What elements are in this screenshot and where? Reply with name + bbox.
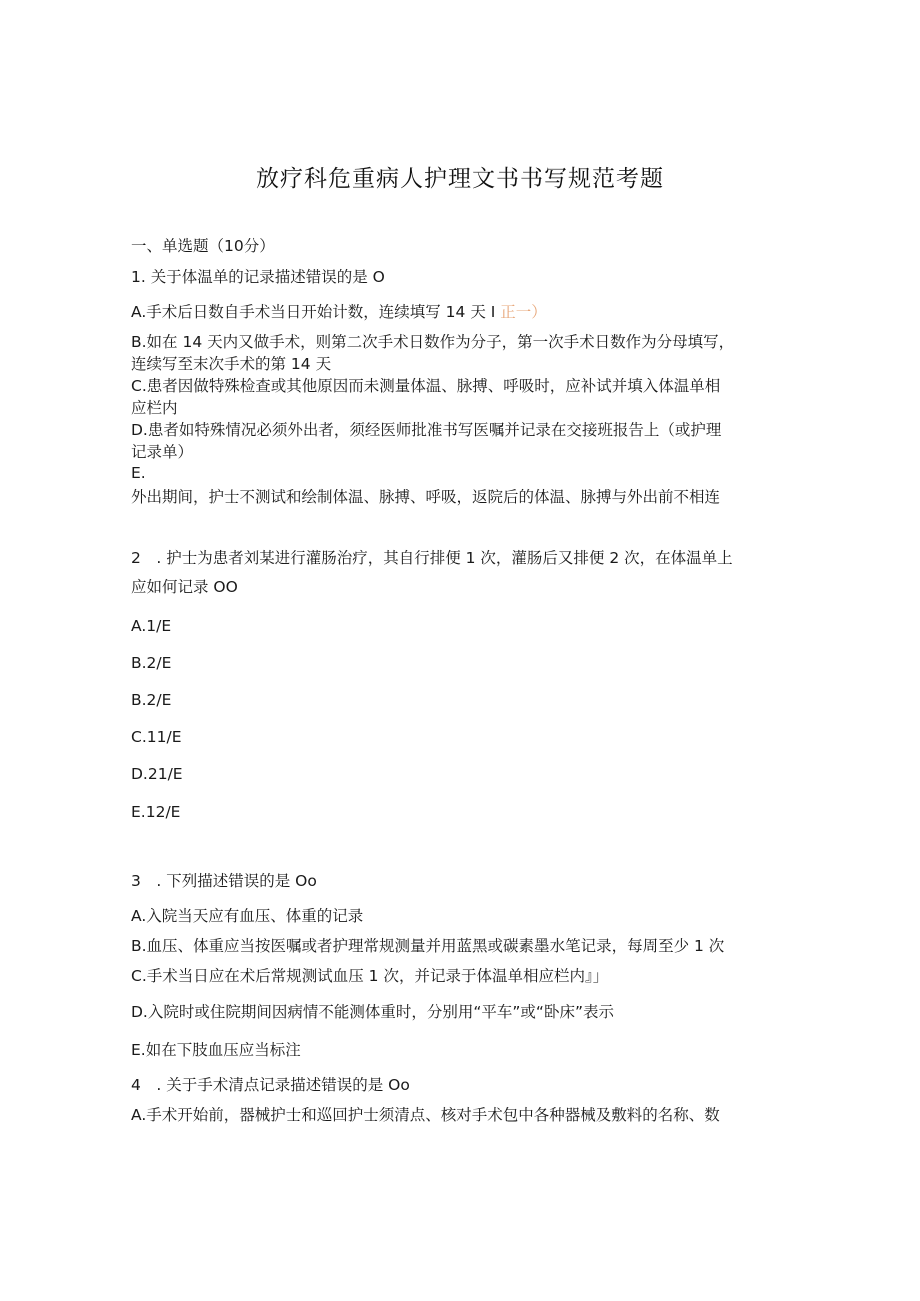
q1-option-e-label: E. xyxy=(131,464,146,482)
q1-option-b-line2: 连续写至末次手术的第 14 天 xyxy=(131,355,332,373)
q3-option-d: D.入院时或住院期间因病情不能测体重时，分别用“平车”或“卧床”表示 xyxy=(131,1003,614,1021)
q2-option: C.11/E xyxy=(131,728,182,746)
q2-option: D.21/E xyxy=(131,765,183,783)
q1-option-c-line1: C.患者因做特殊检查或其他原因而未测量体温、脉搏、呼吸时，应补试并填入体温单相 xyxy=(131,377,721,395)
page-title: 放疗科危重病人护理文书书写规范考题 xyxy=(256,166,664,192)
q4-stem: 4 . 关于手术清点记录描述错误的是 Oo xyxy=(131,1076,410,1094)
q1-stem: 1. 关于体温单的记录描述错误的是 O xyxy=(131,268,385,286)
q3-stem: 3 . 下列描述错误的是 Oo xyxy=(131,872,317,890)
q1-option-a-text: A.手术后日数自手术当日开始计数，连续填写 14 天 I xyxy=(131,303,501,321)
q2-option: B.2/E xyxy=(131,654,172,672)
q1-option-b-line1: B.如在 14 天内又做手术，则第二次手术日数作为分子，第一次手术日数作为分母填写， xyxy=(131,333,735,351)
q2-stem-line1: 2 . 护士为患者刘某进行灌肠治疗，其自行排便 1 次，灌肠后又排便 2 次，在体温单上 xyxy=(131,549,733,567)
q4-option-a: A.手术开始前，器械护士和巡回护士须清点、核对手术包中各种器械及敷料的名称、数 xyxy=(131,1106,720,1124)
q3-option-c: C.手术当日应在术后常规测试血压 1 次，并记录于体温单相应栏内』」 xyxy=(131,967,609,985)
section-heading: 一、单选题（10分） xyxy=(131,237,275,255)
q1-option-e-text: 外出期间，护士不测试和绘制体温、脉搏、呼吸，返院后的体温、脉搏与外出前不相连 xyxy=(131,488,721,506)
q1-option-a xyxy=(131,301,791,323)
q2-option: E.12/E xyxy=(131,803,181,821)
q2-stem-line2: 应如何记录 OO xyxy=(131,578,238,596)
q2-option: A.1/E xyxy=(131,617,172,635)
q3-option-b: B.血压、体重应当按医嘱或者护理常规测量并用蓝黑或碳素墨水笔记录，每周至少 1 次 xyxy=(131,937,725,955)
q1-option-d-line1: D.患者如特殊情况必须外出者，须经医师批准书写医嘱并记录在交接班报告上（或护理 xyxy=(131,421,722,439)
q2-option: B.2/E xyxy=(131,691,172,709)
q1-option-d-line2: 记录单） xyxy=(131,443,194,461)
q1-option-c-line2: 应栏内 xyxy=(131,399,178,417)
q1-option-a-annotation: 正一） xyxy=(500,303,547,321)
q3-option-a: A.入院当天应有血压、体重的记录 xyxy=(131,907,364,925)
q3-option-e: E.如在下肢血压应当标注 xyxy=(131,1041,301,1059)
